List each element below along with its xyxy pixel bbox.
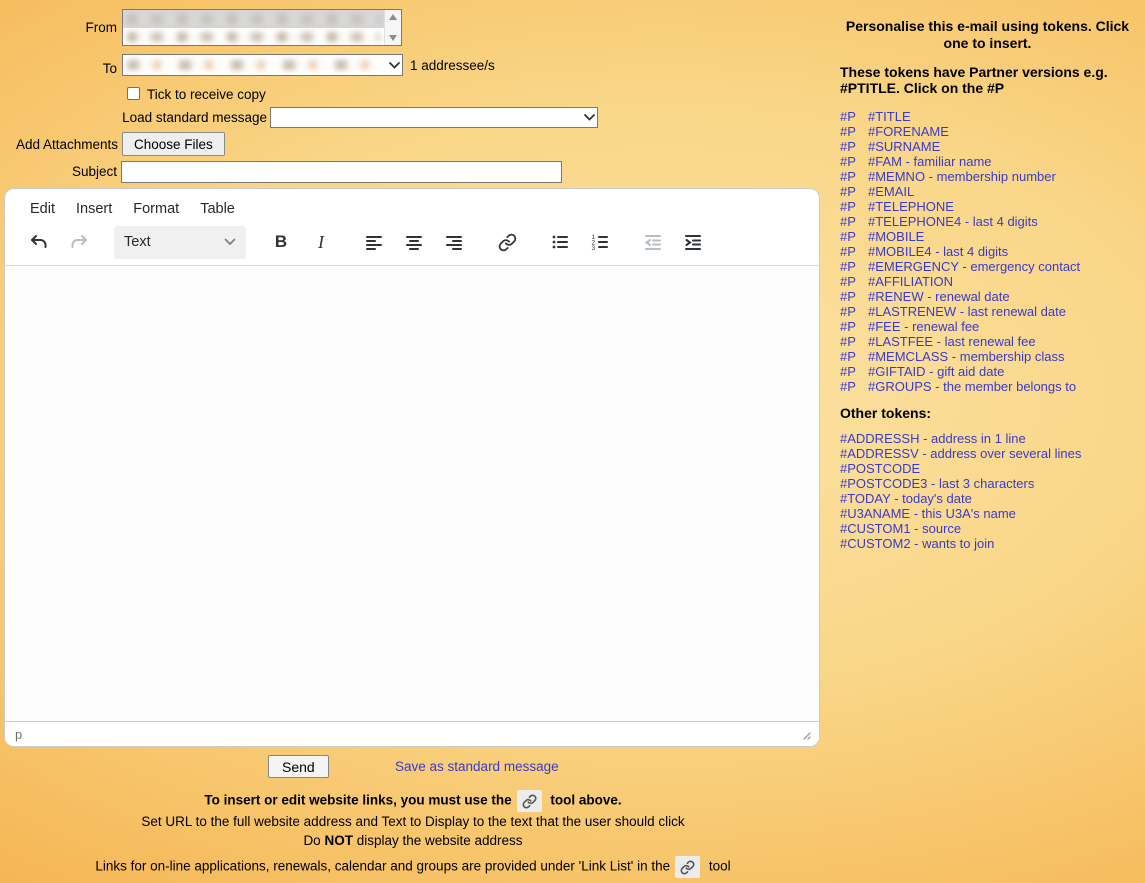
partner-prefix-link-telephone[interactable]: #P	[840, 199, 856, 214]
editor-statusbar	[5, 721, 819, 746]
link-tool-icon	[675, 856, 700, 878]
align-left-button[interactable]	[354, 225, 394, 259]
token-link-memclass-membership-class[interactable]: #MEMCLASS - membership class	[868, 349, 1065, 364]
rich-text-editor	[4, 188, 820, 747]
token-link-memno-membership-number[interactable]: #MEMNO - membership number	[868, 169, 1056, 184]
token-link-custom2-wants-to-join[interactable]: #CUSTOM2 - wants to join	[840, 536, 995, 551]
token-row	[840, 506, 1081, 521]
token-row	[840, 169, 1080, 184]
token-link-affiliation[interactable]: #AFFILIATION	[868, 274, 953, 289]
token-row	[840, 244, 1080, 259]
token-link-lastfee-last-renewal-fee[interactable]: #LASTFEE - last renewal fee	[868, 334, 1036, 349]
text-style-dropdown[interactable]	[114, 226, 246, 259]
svg-text:3: 3	[591, 245, 596, 252]
token-row	[840, 124, 1080, 139]
redacted-text	[127, 14, 380, 24]
token-link-title[interactable]: #TITLE	[868, 109, 911, 124]
insert-link-button[interactable]	[487, 225, 527, 259]
align-right-button[interactable]	[434, 225, 474, 259]
bold-button[interactable]	[261, 225, 301, 259]
partner-prefix-link-renew-renewal-date[interactable]: #P	[840, 289, 856, 304]
token-link-surname[interactable]: #SURNAME	[868, 139, 941, 154]
token-row	[840, 349, 1080, 364]
token-row	[840, 476, 1081, 491]
redo-button[interactable]	[59, 225, 99, 259]
token-link-mobile4-last-4-digits[interactable]: #MOBILE4 - last 4 digits	[868, 244, 1009, 259]
token-link-fam-familiar-name[interactable]: #FAM - familiar name	[868, 154, 992, 169]
menu-format[interactable]: Format	[133, 201, 180, 217]
token-link-groups-the-member-belongs-to[interactable]: #GROUPS - the member belongs to	[868, 379, 1077, 394]
token-link-postcode[interactable]: #POSTCODE	[840, 461, 921, 476]
token-link-fee-renewal-fee[interactable]: #FEE - renewal fee	[868, 319, 980, 334]
from-label: From	[85, 20, 117, 35]
token-link-telephone4-last-4-digits[interactable]: #TELEPHONE4 - last 4 digits	[868, 214, 1038, 229]
token-link-emergency-emergency-contact[interactable]: #EMERGENCY - emergency contact	[868, 259, 1081, 274]
italic-icon: I	[318, 231, 324, 252]
other-tokens-heading: Other tokens:	[840, 405, 932, 421]
scroll-down-icon[interactable]	[389, 35, 397, 41]
partner-prefix-link-emergency-emergency-contact[interactable]: #P	[840, 259, 856, 274]
token-row	[840, 461, 1081, 476]
token-link-today-today-s-date[interactable]: #TODAY - today's date	[840, 491, 972, 506]
display-instruction: Do NOT display the website address	[303, 833, 523, 848]
to-label: To	[102, 61, 117, 76]
token-link-custom1-source[interactable]: #CUSTOM1 - source	[840, 521, 962, 536]
url-instruction: Set URL to the full website address and Text to Display to the text that the user should click	[141, 814, 685, 829]
add-attachments-label: Add Attachments	[15, 137, 118, 152]
token-link-lastrenew-last-renewal-date[interactable]: #LASTRENEW - last renewal date	[868, 304, 1066, 319]
outdent-button[interactable]	[633, 225, 673, 259]
italic-button[interactable]	[301, 225, 341, 259]
bullet-list-button[interactable]	[540, 225, 580, 259]
token-row	[840, 334, 1080, 349]
token-row	[840, 536, 1081, 551]
token-row	[840, 229, 1080, 244]
partner-prefix-link-groups-the-member-belongs-to[interactable]: #P	[840, 379, 856, 394]
subject-input[interactable]	[121, 161, 562, 183]
partner-prefix-link-mobile[interactable]: #P	[840, 229, 856, 244]
partner-prefix-link-affiliation[interactable]: #P	[840, 274, 856, 289]
token-row	[840, 259, 1080, 274]
svg-text:2: 2	[591, 239, 596, 247]
partner-prefix-link-memclass-membership-class[interactable]: #P	[840, 349, 856, 364]
token-row	[840, 184, 1080, 199]
token-row	[840, 139, 1080, 154]
partner-prefix-link-memno-membership-number[interactable]: #P	[840, 169, 856, 184]
bold-icon: B	[274, 232, 288, 251]
partner-prefix-link-giftaid-gift-aid-date[interactable]: #P	[840, 364, 856, 379]
addressee-count: 1 addressee/s	[410, 58, 495, 73]
token-row	[840, 521, 1081, 536]
link-icon	[498, 233, 517, 252]
chevron-down-icon	[224, 238, 236, 246]
from-option-selected[interactable]	[123, 10, 384, 28]
token-link-forename[interactable]: #FORENAME	[868, 124, 949, 139]
token-link-postcode3-last-3-characters[interactable]: #POSTCODE3 - last 3 characters	[840, 476, 1035, 491]
save-as-standard-message-link[interactable]: Save as standard message	[395, 759, 559, 774]
resize-handle-icon[interactable]	[800, 729, 811, 740]
element-path[interactable]: p	[15, 726, 23, 742]
indent-button[interactable]	[673, 225, 713, 259]
from-listbox[interactable]	[122, 9, 402, 46]
partner-prefix-link-title[interactable]: #P	[840, 109, 856, 124]
token-row	[840, 431, 1081, 446]
menu-table[interactable]: Table	[200, 201, 235, 217]
redacted-text	[127, 32, 380, 42]
load-standard-message-select[interactable]	[270, 107, 598, 128]
numbered-list-button[interactable]	[580, 225, 620, 259]
token-link-mobile[interactable]: #MOBILE	[868, 229, 925, 244]
receive-copy-checkbox[interactable]	[127, 87, 140, 100]
menu-edit[interactable]: Edit	[30, 201, 55, 217]
send-button[interactable]: Send	[268, 755, 329, 778]
token-row	[840, 274, 1080, 289]
subject-label: Subject	[71, 164, 117, 179]
editor-menubar	[5, 189, 819, 223]
token-row	[840, 199, 1080, 214]
receive-copy-label: Tick to receive copy	[147, 87, 266, 102]
partner-prefix-link-telephone4-last-4-digits[interactable]: #P	[840, 214, 856, 229]
chevron-down-icon	[386, 62, 402, 69]
token-link-telephone[interactable]: #TELEPHONE	[868, 199, 954, 214]
token-link-giftaid-gift-aid-date[interactable]: #GIFTAID - gift aid date	[868, 364, 1005, 379]
scroll-up-icon[interactable]	[389, 14, 397, 20]
token-row	[840, 154, 1080, 169]
from-listbox-scrollbar[interactable]	[384, 10, 401, 45]
to-select[interactable]	[122, 54, 403, 76]
token-link-u3aname-this-u3a-s-name[interactable]: #U3ANAME - this U3A's name	[840, 506, 1016, 521]
choose-files-button[interactable]: Choose Files	[122, 132, 225, 156]
partner-prefix-link-mobile4-last-4-digits[interactable]: #P	[840, 244, 856, 259]
text-style-value: Text	[124, 234, 151, 250]
align-center-button[interactable]	[394, 225, 434, 259]
token-row	[840, 214, 1080, 229]
svg-text:1: 1	[591, 234, 596, 241]
token-row	[840, 304, 1080, 319]
editor-toolbar	[5, 223, 819, 266]
tokens-heading: Personalise this e-mail using tokens. Click one to insert.	[845, 18, 1130, 51]
from-option[interactable]	[123, 28, 384, 45]
partner-token-list	[840, 109, 1080, 394]
token-link-renew-renewal-date[interactable]: #RENEW - renewal date	[868, 289, 1010, 304]
other-token-list	[840, 431, 1081, 551]
link-tool-instruction: To insert or edit website links, you must use the tool above.	[0, 790, 826, 812]
token-link-email[interactable]: #EMAIL	[868, 184, 915, 199]
token-row	[840, 491, 1081, 506]
token-row	[840, 109, 1080, 124]
token-link-addressh-address-in-1-line[interactable]: #ADDRESSH - address in 1 line	[840, 431, 1026, 446]
token-row	[840, 446, 1081, 461]
redacted-text	[127, 60, 382, 70]
partner-prefix-link-fee-renewal-fee[interactable]: #P	[840, 319, 856, 334]
partner-prefix-link-forename[interactable]: #P	[840, 124, 856, 139]
partner-prefix-link-lastrenew-last-renewal-date[interactable]: #P	[840, 304, 856, 319]
partner-tokens-heading: These tokens have Partner versions e.g. #PTITLE. Click on the #P	[840, 64, 1108, 96]
token-row	[840, 364, 1080, 379]
editor-body[interactable]	[5, 266, 819, 721]
undo-button[interactable]	[19, 225, 59, 259]
token-row	[840, 379, 1080, 394]
partner-prefix-link-lastfee-last-renewal-fee[interactable]: #P	[840, 334, 856, 349]
chevron-down-icon	[581, 114, 597, 121]
link-tool-icon	[517, 790, 542, 812]
token-row	[840, 289, 1080, 304]
partner-prefix-link-email[interactable]: #P	[840, 184, 856, 199]
load-standard-message-label: Load standard message	[122, 110, 267, 125]
token-row	[840, 319, 1080, 334]
partner-prefix-link-surname[interactable]: #P	[840, 139, 856, 154]
menu-insert[interactable]: Insert	[76, 201, 113, 217]
link-list-instruction: Links for on-line applications, renewals, calendar and groups are provided under 'Link List' in the tool	[0, 856, 826, 878]
partner-prefix-link-fam-familiar-name[interactable]: #P	[840, 154, 856, 169]
token-link-addressv-address-over-several-lines[interactable]: #ADDRESSV - address over several lines	[840, 446, 1082, 461]
from-listbox-options[interactable]	[123, 10, 384, 45]
